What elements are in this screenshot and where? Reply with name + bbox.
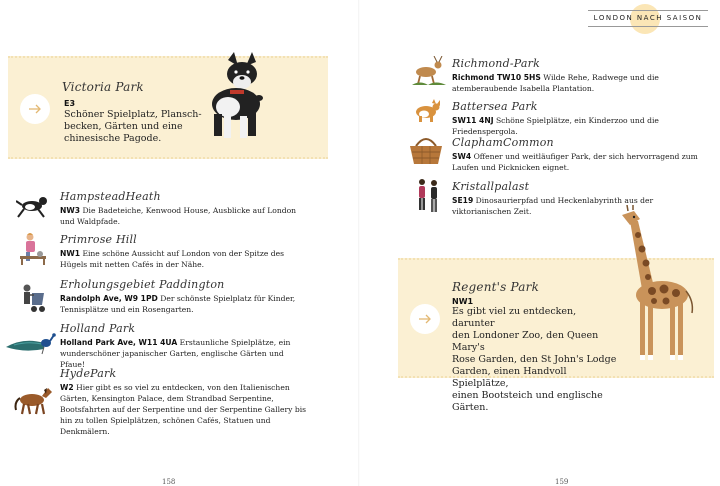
list-item-paddington bbox=[60, 278, 310, 315]
list-item-hampstead-heath bbox=[60, 190, 310, 227]
entry-code: NW1 bbox=[60, 249, 81, 258]
arrow-circle bbox=[20, 94, 50, 124]
entry-code: W2 bbox=[60, 383, 74, 392]
entry-title: Holland Park bbox=[60, 322, 136, 335]
entry-description: Holland Park Ave, W11 4UA Erstaunliche Spielplätze, ein wunderschöner japanischer Garten, englische Gärten und Pfaue! bbox=[60, 338, 291, 369]
list-item-battersea-park bbox=[452, 100, 712, 137]
running-header bbox=[588, 8, 708, 30]
dog-jumping-icon bbox=[16, 193, 50, 219]
entry-code: NW3 bbox=[60, 206, 81, 215]
page-number-right: 159 bbox=[555, 478, 569, 486]
list-item-richmond-park bbox=[452, 57, 712, 94]
entry-code: Holland Park Ave, W11 4UA bbox=[60, 338, 178, 347]
stroller-icon bbox=[18, 283, 48, 315]
header-rule-top bbox=[588, 10, 708, 11]
schnauzer-dog-icon bbox=[200, 52, 280, 144]
picnic-basket-icon bbox=[408, 136, 444, 166]
arrow-right-icon bbox=[28, 102, 42, 116]
feature-description: Es gibt viel zu entdecken, darunter den Londoner Zoo, den Queen Mary's Rose Garden, den St John's Lodge Garden, einen Handvoll Spielplätze, einen Bootsteich und englische Gärten. bbox=[452, 306, 617, 413]
feature-description: Schöner Spielplatz, Plansch- becken, Gärten und eine chinesische Pagode. bbox=[64, 109, 202, 144]
woman-bench-icon bbox=[18, 232, 48, 266]
entry-code: SW4 bbox=[452, 152, 472, 161]
entry-description: W2 Hier gibt es so viel zu entdecken, von den Italienischen Gärten, Kensington Palace, dem Strandbad Serpentine, Bootsfahrten auf der Serpentine und der Serpentine Gallery bis hin zu tollen Spielplätzen, schönen Cafés, Statuen und Denkmälern. bbox=[60, 383, 307, 436]
entry-code: Richmond TW10 5HS bbox=[452, 73, 541, 82]
entry-description: NW3 Die Badeteiche, Kenwood House, Ausblicke auf London und Waldpfade. bbox=[60, 206, 297, 226]
entry-title: Kristallpalast bbox=[452, 180, 530, 193]
list-item-holland-park bbox=[60, 322, 310, 370]
entry-title: Primrose Hill bbox=[60, 233, 137, 246]
entry-title: Erholungsgebiet Paddington bbox=[60, 278, 225, 291]
right-page bbox=[360, 0, 720, 486]
feature-title: Victoria Park bbox=[62, 80, 144, 94]
list-item-hyde-park bbox=[60, 367, 310, 437]
entry-code: Randolph Ave, W9 1PD bbox=[60, 294, 158, 303]
entry-title: Richmond-Park bbox=[452, 57, 540, 70]
corgi-icon bbox=[412, 99, 442, 123]
entry-title: Battersea Park bbox=[452, 100, 538, 113]
entry-title: HydePark bbox=[60, 367, 117, 380]
two-people-icon bbox=[414, 178, 442, 216]
horse-icon bbox=[14, 386, 54, 416]
feature-code: E3 bbox=[64, 99, 76, 108]
entry-description: SW4 Offener und weitläufiger Park, der sich hervorragend zum Laufen und Picknicken eignet. bbox=[452, 152, 698, 172]
entry-description: SW11 4NJ Schöne Spielplätze, ein Kinderzoo und die Friedenspergola. bbox=[452, 116, 659, 136]
giraffe-icon bbox=[608, 205, 700, 365]
entry-description: Richmond TW10 5HS Wilde Rehe, Radwege und die atemberaubende Isabella Plantation. bbox=[452, 73, 659, 93]
page-number-left: 158 bbox=[162, 478, 176, 486]
arrow-right-icon bbox=[418, 312, 432, 326]
list-item-clapham-common bbox=[452, 136, 712, 173]
header-rule-bottom bbox=[588, 26, 708, 27]
running-title: LONDON NACH SAISON bbox=[593, 14, 703, 22]
entry-code: SW11 4NJ bbox=[452, 116, 494, 125]
entry-title: HampsteadHeath bbox=[60, 190, 161, 203]
feature-victoria-park bbox=[8, 56, 328, 159]
entry-description: SE19 Dinosaurierpfad und Heckenlabyrinth aus der viktorianischen Zeit. bbox=[452, 196, 654, 216]
entry-code: SE19 bbox=[452, 196, 474, 205]
deer-icon bbox=[412, 56, 446, 86]
feature-code: NW1 bbox=[452, 297, 474, 306]
entry-title: ClaphamCommon bbox=[452, 136, 554, 149]
list-item-primrose-hill bbox=[60, 233, 310, 270]
entry-description: NW1 Eine schöne Aussicht auf London von der Spitze des Hügels mit netten Cafés in der Nähe. bbox=[60, 249, 284, 269]
peacock-icon bbox=[4, 333, 58, 355]
entry-description: Randolph Ave, W9 1PD Der schönste Spielplatz für Kinder, Tennisplätze und ein Rosengarten. bbox=[60, 294, 296, 314]
feature-title: Regent's Park bbox=[452, 280, 540, 294]
arrow-circle bbox=[410, 304, 440, 334]
